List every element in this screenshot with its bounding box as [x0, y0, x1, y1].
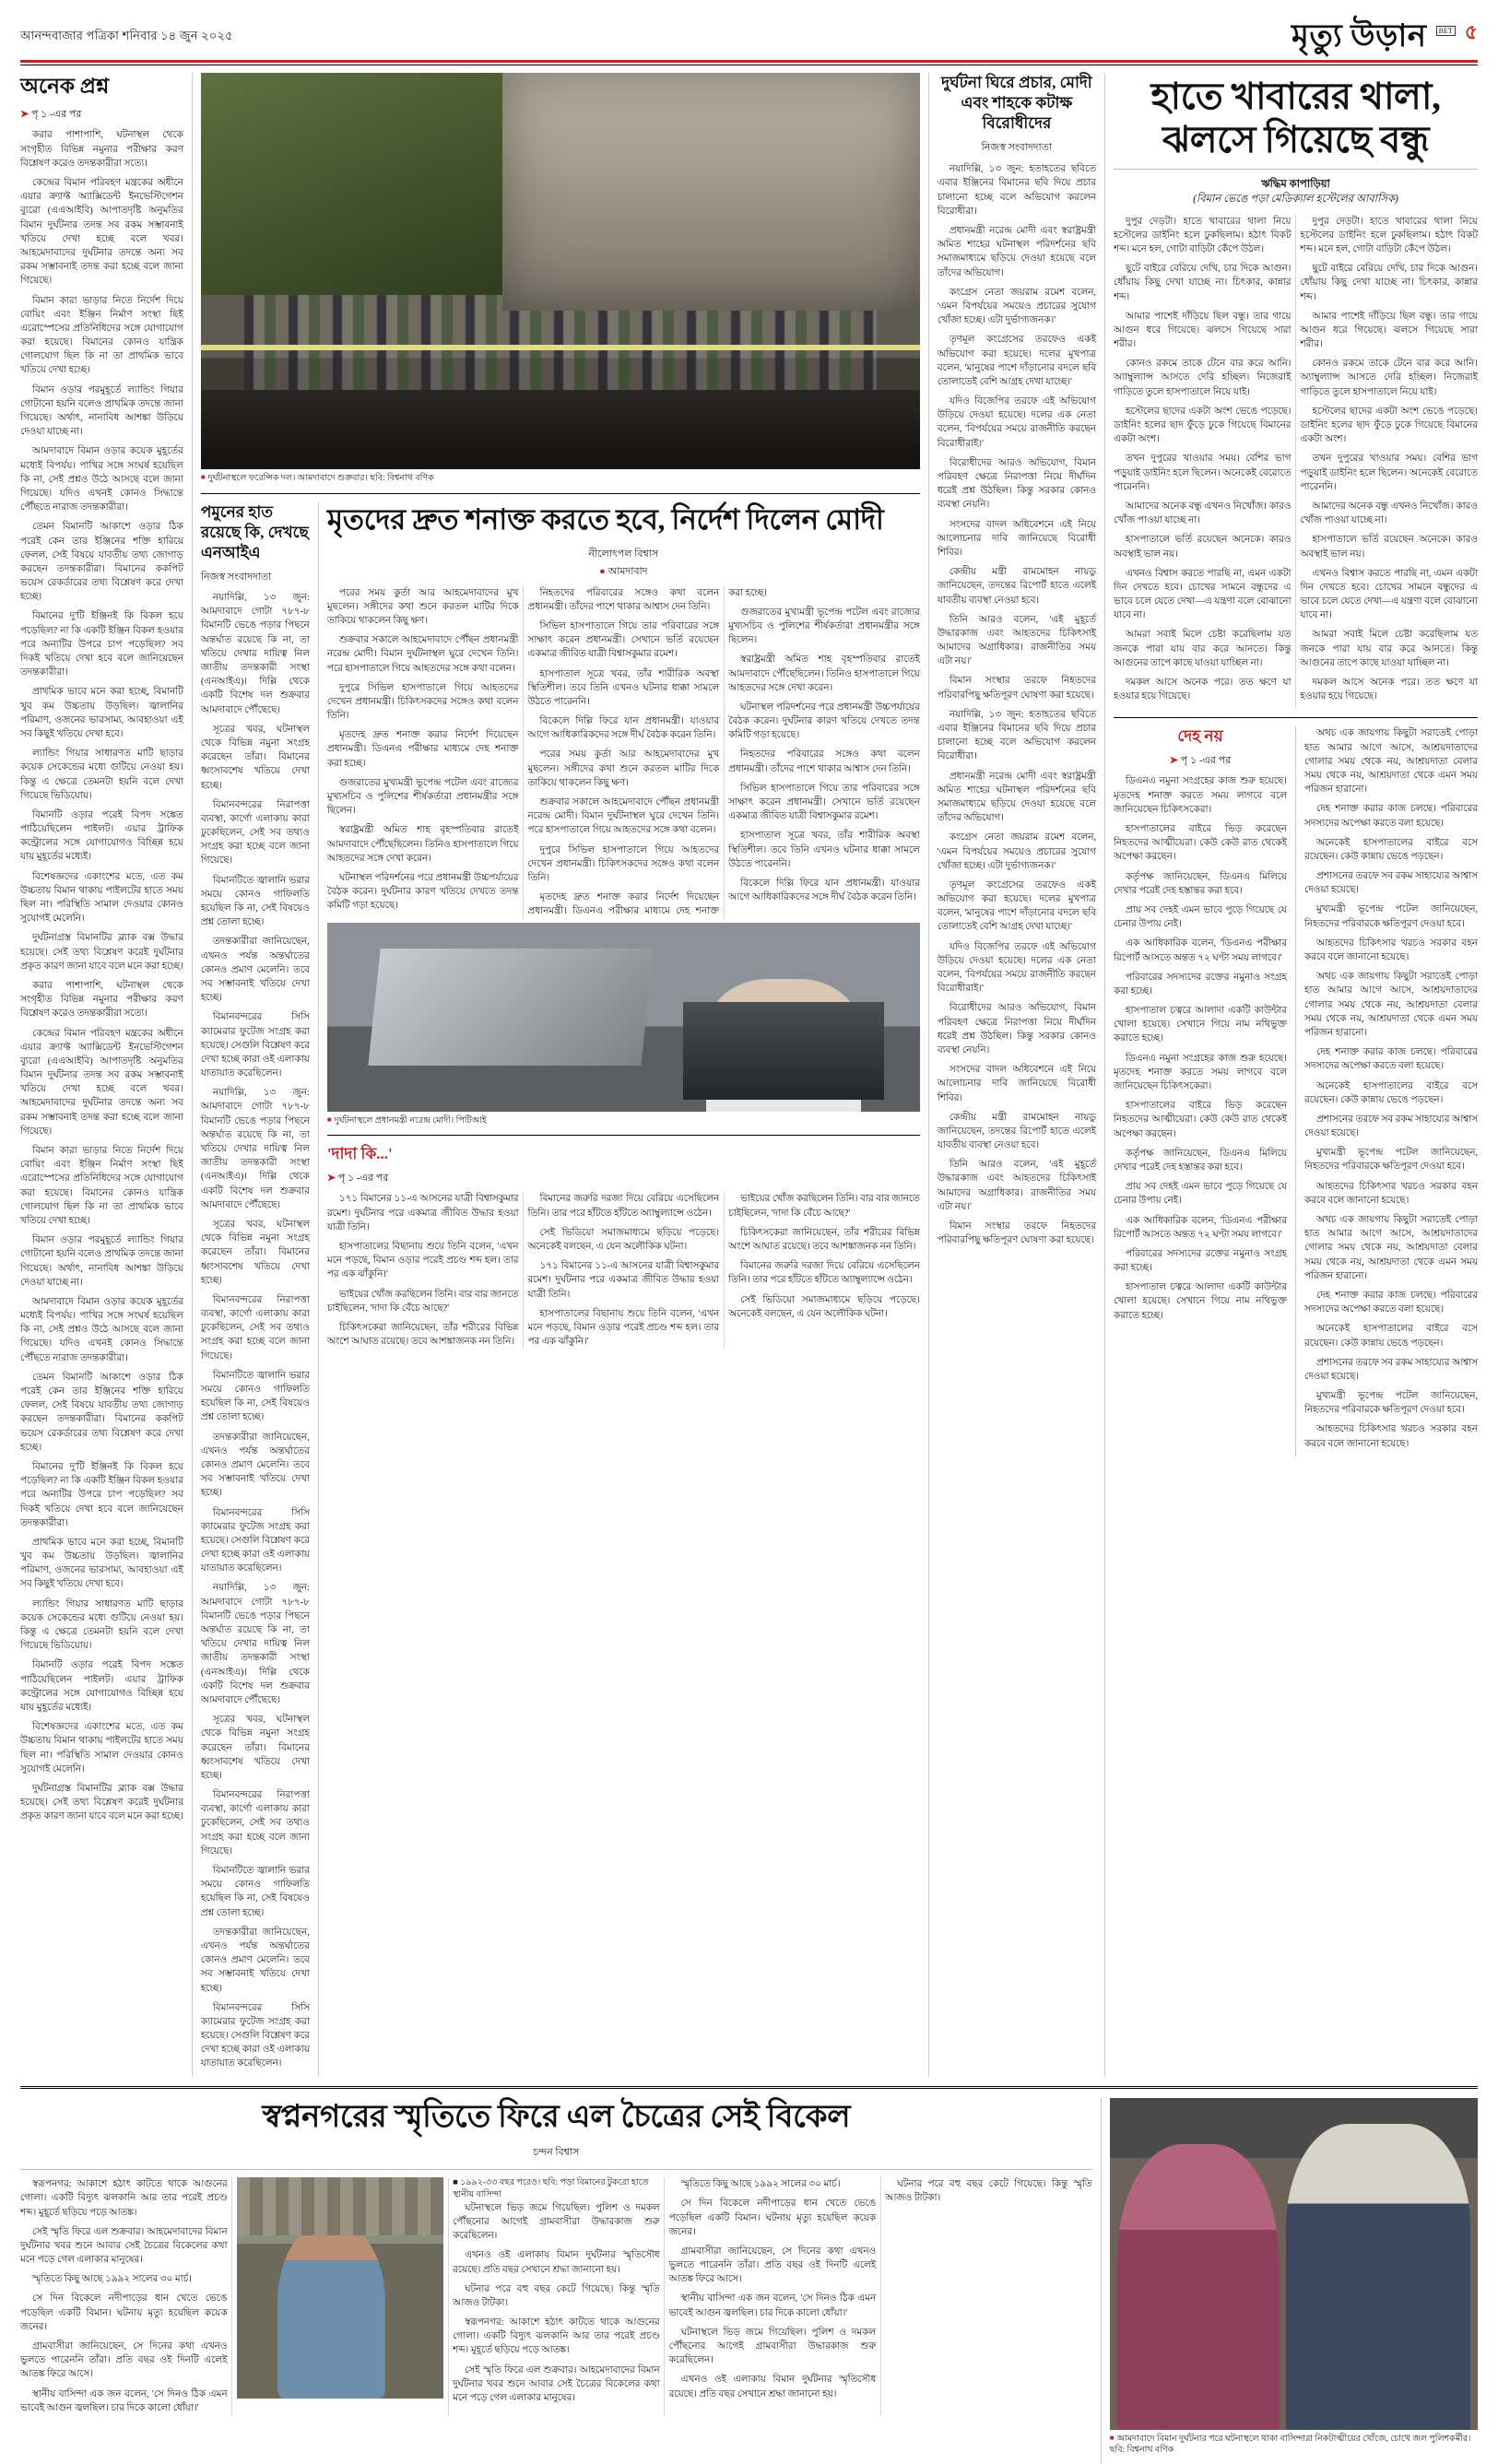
column-last [1304, 726, 1478, 1456]
paragraph: কোনও রকমে তাকে টেনে বার করে আনি। অ্যাম্বুল্যান্স আসতে দেরি হচ্ছিল। নিজেরাই গাড়িতে তুলে হাসপাতালে নিয়ে যাই। [1114, 359, 1292, 397]
paragraph: স্বরূপনগর: আকাশে হঠাৎ কাটতে থাকে আগুনের গোলা। একটি বিদ্যুৎ ঝলকানি আর তার পরেই প্রচণ্ড শব্দ। মুহূর্তে ছড়িয়ে পড়ে আতঙ্ক। [453, 2317, 660, 2356]
headline-onek-proshno: অনেক প্রশ্ন [20, 75, 110, 98]
paragraph: হাসপাতাল চত্বরে আলাদা একটি কাউন্টার খোলা হয়েছে। সেখানে গিয়ে নাম নথিভুক্ত করাতে হচ্ছে। [1114, 1006, 1287, 1044]
sworno-body [20, 2177, 1092, 2415]
paragraph: সে দিন বিকেলে নদীপাড়ের ধান খেতে ভেঙে পড়েছিল একটি বিমান। ঘটনায় মৃত্যু হয়েছিল কয়েক জনের। [20, 2293, 228, 2332]
dada-body [327, 1192, 920, 1349]
paragraph: স্থানীয় বাসিন্দা এক জন বলেন, 'সে দিনও ঠিক এমন ভাবেই আগুন জ্বলছিল। চার দিকে কালো ধোঁয়া।' [20, 2388, 228, 2413]
paragraph: অনেকেই হাসপাতালের বাইরে বসে রয়েছেন। কেউ কান্নায় ভেঙে পড়ছেন। [1304, 1080, 1478, 1105]
paragraph: পরের সময় কুর্তা আর আহমেদাবাদের মুখ মুছলেন। সঙ্গীদের কথা শুনে করতল মাটির দিকে তাকিয়ে থাকলেন কিছু ক্ষণ। [527, 749, 720, 788]
paragraph: স্বরাষ্ট্রমন্ত্রী অমিত শাহ বৃহস্পতিবার রাতেই আমদাবাদে পৌঁছেছিলেন। তিনিও হাসপাতালে গিয়ে আহতদের সঙ্গে দেখা করেন। [326, 825, 519, 864]
witness-name: ঋদ্ধিম কাপাড়িয়া [1261, 179, 1330, 191]
photo-tape-layer [201, 345, 920, 350]
paragraph: কেন্দ্রের বিমান পরিবহণ মন্ত্রকের অধীনে এয়ার ক্র্যাফ্ট অ্যাক্সিডেন্ট ইনভেস্টিগেশন ব্যুরো (এএআইবি) আপাতদৃষ্টি অনুমতির বিমান দুর্ঘটনার তদন্ত সব রকম সম্ভাবনাই খতিয়ে দেখা হচ্ছে বলে খবর। আহমেদাবাদের দুর্ঘটনার তদন্তে অন্য সব রকম সম্ভাবনাই তদন্ত করা হচ্ছে বলে জানা গিয়েছে। [20, 178, 183, 287]
paragraph: সেই স্মৃতি ফিরে এল শুক্রবার। আহমেদাবাদের বিমান দুর্ঘটনার খবর শুনে আবার সেই চৈত্রের বিকেলের কথা মনে পড়ে গেল এলাকার মানুষের। [453, 2364, 660, 2404]
paragraph: যদিও বিজেপির তরফে এই অভিযোগ উড়িয়ে দেওয়া হয়েছে। দলের এক নেতা বলেন, 'বিপর্যয়ের সময়ে রাজনীতি করছেন বিরোধীরাই।' [937, 396, 1096, 449]
caption-village-witness: ■ ১৯৯২-৩৩ বছর পরেও। ছবি: পড়া বিমানের টুকরো হাতে স্থানীয় বাসিন্দা [453, 2178, 649, 2199]
paragraph: করার পাশাপাশি, ঘটনাস্থল থেকে সংগৃহীত বিভিন্ন নমুনার পরীক্ষার করণ বিশ্লেষণ করেও তদন্তকারীরা সত্যে। [20, 130, 183, 169]
paragraph: বিরোধীদের আরও অভিযোগ, বিমান পরিবহণ ক্ষেত্রে নিরাপত্তা নিয়ে দীর্ঘদিন ধরেই প্রশ্ন উঠছিল। কিন্তু সরকার কোনও ব্যবস্থা নেয়নি। [937, 457, 1096, 511]
paragraph: আমরা সবাই মিলে চেষ্টা করেছিলাম যত জনকে পারা যায় বার করে আনতে। কিন্তু আগুনের তাপে কাছে যাওয়া যাচ্ছিল না। [1114, 630, 1292, 668]
paragraph: বিমানটিতে জ্বালানি ভরার সময়ে কোনও গাফিলতি হয়েছিল কি না, সেই বিষয়েও প্রশ্ন তোলা হচ্ছে। [200, 1866, 310, 1918]
paragraph: চিকিৎসকেরা জানিয়েছেন, তাঁর শরীরের বিভিন্ন অংশে আঘাত রয়েছে। তবে আশঙ্কাজনক নন তিনি। [728, 1227, 920, 1252]
headline-pamun: পমুনের হাত রয়েছে কি, দেখছে এনআইএ [200, 502, 309, 561]
paragraph: মৃতদেহ দ্রুত শনাক্ত করার নির্দেশ দিয়েছেন প্রধানমন্ত্রী। ডিএনএ পরীক্ষার মাধ্যমে দেহ শনাক্ত করা হচ্ছে। [527, 587, 767, 917]
paragraph: বিমানবন্দরের সিসি ক্যামেরার ফুটেজ সংগ্রহ করা হয়েছে। সেগুলি বিশ্লেষণ করে দেখা হচ্ছে কারা ওই এলাকায় যাতায়াত করেছিলেন। [200, 1507, 310, 1574]
paragraph: বিমানের দু'টি ইঞ্জিনই কি বিকল হয়ে পড়েছিল? না কি একটি ইঞ্জিন বিকল হওয়ার পরে অন্যটির উপরে চাপ পড়েছিল? সব দিকই খতিয়ে দেখা হবে বলে জানিয়েছেন তদন্তকারীরা। [20, 611, 183, 678]
paragraph: যদিও বিজেপির তরফে এই অভিযোগ উড়িয়ে দেওয়া হয়েছে। দলের এক নেতা বলেন, 'বিপর্যয়ের সময়ে রাজনীতি করছেন বিরোধীরাই।' [937, 941, 1096, 995]
paragraph: প্রশাসনের তরফে সব রকম সাহায্যের আশ্বাস দেওয়া হয়েছে। [1304, 871, 1478, 896]
paragraph: হস্টেলের ছাদের একটা অংশ ভেঙে পড়েছে। ডাইনিং হলের ছাদ ফুঁড়ে ঢুকে গিয়েছে বিমানের একটা অংশ। [1300, 406, 1478, 445]
paragraph: তেমন বিমানটি আকাশে ওড়ার ঠিক পরেই কেন তার ইঞ্জিনের শক্তি হারিয়ে ফেলল, সেই বিষয়ে যাবতীয় তথ্য জোগাড় করছেন তদন্তকারীরা। বিমানের ককপিট ভয়েস রেকর্ডারের তথ্য বিশ্লেষণ করে দেখা হচ্ছে। [20, 1372, 183, 1453]
paragraph: বিমানবন্দরের নিরাপত্তা ব্যবস্থা, কার্গো এলাকায় কারা ঢুকেছিলেন, সেই সব তথ্যও সংগ্রহ করা হচ্ছে বলে জানা গিয়েছে। [200, 1790, 310, 1857]
paragraph: বিমান ওড়ার পরমুহূর্তে ল্যান্ডিং গিয়ার গোটানো হয়নি বলেও প্রাথমিক তদন্তে জানা গিয়েছে। অর্থাৎ, নানাবিধ আশঙ্কা উড়িয়ে দেওয়া যাচ্ছে না। [20, 384, 183, 438]
paragraph: সংসদের বাদল অধিবেশনে এই নিয়ে আলোচনার দাবি জানিয়েছে বিরোধী শিবির। [937, 1065, 1096, 1103]
paragraph: স্থানীয় বাসিন্দা এক জন বলেন, 'সে দিনও ঠিক এমন ভাবেই আগুন জ্বলছিল। চার দিকে কালো ধোঁয়া।' [668, 2293, 877, 2318]
photo-debris-layer [201, 390, 920, 469]
paragraph: নয়াদিল্লি, ১৩ জুন: আমদাবাদে গোটা ৭৮৭-৮ বিমানটি ভেঙে পড়ার পিছনে অন্তর্ঘাত রয়েছে কি না, তা খতিয়ে দেখার দায়িত্ব নিল জাতীয় তদন্তকারী সংস্থা (এনআইএ)। দিল্লি থেকে একটি বিশেষ দল শুক্রবার আমদাবাদে পৌঁছেছে। [200, 593, 310, 715]
column-bottom-photo [1110, 2098, 1478, 2464]
paragraph: কর্তৃপক্ষ জানিয়েছেন, ডিএনএ মিলিয়ে দেখার পরেই দেহ হস্তান্তর করা হবে। [1114, 1148, 1287, 1173]
top-grid [20, 73, 1478, 2077]
paragraph: পরিবারের সদস্যদের রক্তের নমুনাও সংগ্রহ করা হচ্ছে। [1114, 1248, 1287, 1274]
paragraph: তখন দুপুরের খাওয়ার সময়। বেশির ভাগ পড়ুয়াই ডাইনিং হলে ছিলেন। অনেকেই বেরোতে পারেননি। [1114, 454, 1292, 492]
paragraph: কেন্দ্রীয় মন্ত্রী রামমোহন নায়ডু জানিয়েছেন, তদন্তের রিপোর্ট হাতে এলেই যাবতীয় ব্যবস্থা নেওয়া হবে। [937, 567, 1096, 606]
headline-main: মৃতদের দ্রুত শনাক্ত করতে হবে, নির্দেশ দিলেন মোদী [326, 502, 884, 536]
divider [1114, 717, 1478, 718]
paragraph: নয়াদিল্লি, ১৩ জুন: আমদাবাদে গোটা ৭৮৭-৮ বিমানটি ভেঙে পড়ার পিছনে অন্তর্ঘাত রয়েছে কি না, তা খতিয়ে দেখার দায়িত্ব নিল জাতীয় তদন্তকারী সংস্থা (এনআইএ)। দিল্লি থেকে একটি বিশেষ দল শুক্রবার আমদাবাদে পৌঁছেছে। [200, 1583, 310, 1705]
r1-body [938, 162, 1096, 1247]
paragraph: চিকিৎসকেরা জানিয়েছেন, তাঁর শরীরের বিভিন্ন অংশে আঘাত রয়েছে। তবে আশঙ্কাজনক নন তিনি। [326, 1322, 519, 1348]
column-deha-noy [1114, 726, 1287, 1456]
paragraph: প্রধানমন্ত্রী নরেন্দ্র মোদী এবং স্বরাষ্ট্রমন্ত্রী অমিত শাহের ঘটনাস্থল পরিদর্শনের ছবি সমাজমাধ্যমে ছড়িয়ে দেওয়া হয়েছে বলে তাঁদের অভিযোগ। [937, 226, 1096, 278]
r2-body [1114, 215, 1478, 710]
photo-village-witness [237, 2177, 444, 2399]
paragraph: এখনও বিশ্বাস করতে পারছি না, এমন একটা দিন দেখতে হবে। চোখের সামনে বন্ধুদের এ ভাবে চলে যেতে দেখা—এ যন্ত্রণা বলে বোঝানো যাবে না। [1300, 568, 1478, 621]
paragraph: ল্যান্ডিং গিয়ার সাধারণত মাটি ছাড়ার কয়েক সেকেন্ডের মধ্যে গুটিয়ে নেওয়া হয়। কিন্তু এ ক্ষেত্রে তেমনটা হয়নি বলে দেখা গিয়েছে ভিডিয়োয়। [20, 749, 183, 801]
main-body [327, 586, 920, 919]
paragraph: ভাইয়ের খোঁজ করছিলেন তিনি। বার বার জানতে চাইছিলেন, 'দাদা কি বেঁচে আছে?' [326, 1289, 519, 1314]
paragraph: সূত্রের খবর, ঘটনাস্থল থেকে বিভিন্ন নমুনা সংগ্রহ করেছেন তাঁরা। বিমানের ধ্বংসাবশেষ খতিয়ে দেখা হচ্ছে। [200, 724, 310, 791]
paragraph: এখনও বিশ্বাস করতে পারছি না, এমন একটা দিন দেখতে হবে। চোখের সামনে বন্ধুদের এ ভাবে চলে যেতে দেখা—এ যন্ত্রণা বলে বোঝানো যাবে না। [1114, 568, 1292, 621]
center-sub-grid [201, 502, 920, 2077]
paragraph: দেহ শনাক্ত করার কাজ চলছে। পরিবারের সদস্যদের অপেক্ষা করতে বলা হয়েছে। [1304, 1290, 1478, 1315]
paragraph: বিমানবন্দরের সিসি ক্যামেরার ফুটেজ সংগ্রহ করা হয়েছে। সেগুলি বিশ্লেষণ করে দেখা হচ্ছে কারা ওই এলাকায় যাতায়াত করেছিলেন। [200, 2002, 310, 2069]
paragraph: ঘটনাস্থল পরিদর্শনের পরে প্রধানমন্ত্রী উচ্চপর্যায়ের বৈঠক করেন। দুর্ঘটনার কারণ খতিয়ে দেখতে তদন্ত কমিটি গড়া হয়েছে। [326, 872, 519, 912]
column-right-witness [1114, 73, 1478, 2077]
paragraph: তিনি আরও বলেন, 'এই মুহূর্তে উদ্ধারকাজ এবং আহতদের চিকিৎসাই আমাদের অগ্রাধিকার। রাজনীতির সময় এটা নয়।' [937, 1160, 1096, 1212]
paragraph: হস্টেলের ছাদের একটা অংশ ভেঙে পড়েছে। ডাইনিং হলের ছাদ ফুঁড়ে ঢুকে গিয়েছে বিমানের একটা অংশ। [1114, 406, 1292, 445]
paragraph: হাসপাতালের বাইরে ভিড় করেছেন নিহতদের আত্মীয়েরা। কেউ কেউ রাত থেকেই অপেক্ষা করছেন। [1114, 824, 1287, 863]
paragraph: বিমানের দু'টি ইঞ্জিনই কি বিকল হয়ে পড়েছিল? না কি একটি ইঞ্জিন বিকল হওয়ার পরে অন্যটির উপরে চাপ পড়েছিল? সব দিকই খতিয়ে দেখা হবে বলে জানিয়েছেন তদন্তকারীরা। [20, 1461, 183, 1528]
paragraph: বিমান সংস্থার তরফে নিহতদের পরিবারপিছু ক্ষতিপূরণ ঘোষণা করা হয়েছে। [937, 676, 1096, 701]
paragraph: ছুটে বাইরে বেরিয়ে দেখি, চার দিকে আগুন। ধোঁয়ায় কিছু দেখা যাচ্ছে না। চিৎকার, কান্নার শব্দ। [1300, 264, 1478, 302]
paragraph: মৃতদেহ দ্রুত শনাক্ত করার নির্দেশ দিয়েছেন প্রধানমন্ত্রী। ডিএনএ পরীক্ষার মাধ্যমে দেহ শনাক্ত করা হচ্ছে। [326, 730, 519, 769]
paragraph: কোনও রকমে তাকে টেনে বার করে আনি। অ্যাম্বুল্যান্স আসতে দেরি হচ্ছিল। নিজেরাই গাড়িতে তুলে হাসপাতালে নিয়ে যাই। [1300, 359, 1478, 397]
jumpline-dada: ➤ পৃ ১ -এর পর [326, 1173, 389, 1185]
divider [20, 2169, 1092, 2170]
masthead-sup: BET [1436, 26, 1456, 36]
paragraph: হাসপাতালে ভর্তি রয়েছেন অনেকে। কারও অবস্থাই ভাল নয়। [1300, 535, 1478, 560]
headline-deha-noy: দেহ নয় [1177, 727, 1223, 746]
paragraph: তিনি আরও বলেন, 'এই মুহূর্তে উদ্ধারকাজ এবং আহতদের চিকিৎসাই আমাদের অগ্রাধিকার। রাজনীতির সময় এটা নয়।' [937, 614, 1096, 667]
paragraph: আমার পাশেই দাঁড়িয়ে ছিল বন্ধু। তার গায়ে আগুন ধরে গিয়েছে। ঝলসে গিয়েছে সারা শরীর। [1114, 311, 1292, 350]
divider [192, 73, 193, 2077]
witness-byline [1114, 177, 1478, 206]
paragraph: হাসপাতালের বিছানায় শুয়ে তিনি বলেন, 'এখন মনে পড়ছে, বিমান ওড়ার পরেই প্রচণ্ড শব্দ হল। তার পর এক ঝাঁকুনি।' [527, 1308, 720, 1348]
col1b-body [201, 591, 310, 2071]
divider [1295, 726, 1296, 1456]
byline-main-name: নীলোৎপল বিশ্বাস [588, 548, 659, 560]
paragraph: আমাদের অনেক বন্ধু এখনও নিখোঁজ। কারও খোঁজ পাওয়া যাচ্ছে না। [1114, 501, 1292, 526]
paragraph: সেই স্মৃতি ফিরে এল শুক্রবার। আহমেদাবাদের বিমান দুর্ঘটনার খবর শুনে আবার সেই চৈত্রের বিকেলের কথা মনে পড়ে গেল এলাকার মানুষের। [20, 2226, 228, 2266]
paragraph: ছুটে বাইরে বেরিয়ে দেখি, চার দিকে আগুন। ধোঁয়ায় কিছু দেখা যাচ্ছে না। চিৎকার, কান্নার শব্দ। [1114, 264, 1292, 302]
paragraph: কংগ্রেস নেতা জয়রাম রমেশ বলেন, 'এমন বিপর্যয়ের সময়েও প্রচারের সুযোগ খোঁজা হচ্ছে। এটা দুর্ভাগ্যজনক।' [937, 832, 1096, 871]
divider [201, 493, 920, 494]
paragraph: তদন্তকারীরা জানিয়েছেন, এখনও পর্যন্ত অন্তর্ঘাতের কোনও প্রমাণ মেলেনি। তবে সব সম্ভাবনাই খতিয়ে দেখা হচ্ছে। [200, 1927, 310, 1994]
paragraph: তৃণমূল কংগ্রেসের তরফেও একই অভিযোগ করা হয়েছে। দলের মুখপাত্র বলেন, 'মানুষের পাশে দাঁড়ানোর বদলে ছবি তোলাতেই বেশি আগ্রহ দেখা যাচ্ছে।' [937, 879, 1096, 933]
byline-main-place: আমদাবাদ [607, 565, 648, 577]
photo-crowd-grief [1110, 2098, 1478, 2430]
paragraph: নয়াদিল্লি, ১৩ জুন: হতাহতের ছবিতে এবার ইঞ্জিনের বিমানের ছবি দিয়ে প্রচার চালানো হচ্ছে বলে অভিযোগ করলেন বিরোধীরা। [937, 709, 1096, 762]
paragraph: এখনও ওই এলাকায় বিমান দুর্ঘটনার স্মৃতিসৌধ রয়েছে। প্রতি বছর সেখানে শ্রদ্ধা জানানো হয়। [453, 2250, 660, 2275]
paragraph: বিমানটিতে জ্বালানি ভরার সময়ে কোনও গাফিলতি হয়েছিল কি না, সেই বিষয়েও প্রশ্ন তোলা হচ্ছে। [200, 875, 310, 928]
paragraph: সে দিন বিকেলে নদীপাড়ের ধান খেতে ভেঙে পড়েছিল একটি বিমান। ঘটনায় মৃত্যু হয়েছিল কয়েক জনের। [668, 2199, 877, 2237]
witness-role: (বিমান ভেঙে পড়া মেডিক্যাল হস্টেলের আবাসিক) [1193, 194, 1398, 206]
paragraph: প্রায় সব দেহই এমন ভাবে পুড়ে গিয়েছে যে চেনার উপায় নেই। [1114, 1182, 1287, 1207]
paragraph: গুজরাতের মুখ্যমন্ত্রী ভূপেন্দ্র পটেল এবং রাজ্যের মুখ্যসচিব ও পুলিশের শীর্ষকর্তারা প্রধানমন্ত্রীর সঙ্গে ছিলেন। [728, 607, 920, 646]
paragraph: ঘটনাস্থলে ভিড় জমে গিয়েছিল। পুলিশ ও দমকল পৌঁছনোর আগেই গ্রামবাসীরা উদ্ধারকাজ শুরু করেছিলেন। [668, 2327, 877, 2366]
right-lower-grid [1114, 726, 1478, 1456]
paragraph: ঘটনাস্থল পরিদর্শনের পরে প্রধানমন্ত্রী উচ্চপর্যায়ের বৈঠক করেন। দুর্ঘটনার কারণ খতিয়ে দেখতে তদন্ত কমিটি গড়া হয়েছে। [728, 701, 920, 741]
paragraph: পরের সময় কুর্তা আর আহমেদাবাদের মুখ মুছলেন। সঙ্গীদের কথা শুনে করতল মাটির দিকে তাকিয়ে থাকলেন কিছু ক্ষণ। [326, 587, 519, 626]
paragraph: কংগ্রেস নেতা জয়রাম রমেশ বলেন, 'এমন বিপর্যয়ের সময়েও প্রচারের সুযোগ খোঁজা হচ্ছে। এটা দুর্ভাগ্যজনক।' [937, 287, 1096, 326]
divider-bottom [20, 2086, 1478, 2089]
paragraph: মুখ্যমন্ত্রী ভূপেন্দ্র পটেল জানিয়েছেন, নিহতদের পরিবারকে ক্ষতিপূরণ দেওয়া হবে। [1304, 1391, 1478, 1416]
divider [1101, 2098, 1102, 2464]
photo-fire-scene [201, 73, 920, 469]
paragraph: নয়াদিল্লি, ১৩ জুন: হতাহতের ছবিতে এবার ইঞ্জিনের বিমানের ছবি দিয়ে প্রচার চালানো হচ্ছে বলে অভিযোগ করলেন বিরোধীরা। [937, 164, 1096, 217]
paragraph: ১৭১ বিমানের ১১-এ আসনের যাত্রী বিশ্বাসকুমার রমেশ। দুর্ঘটনার পরে একমাত্র জীবিত উদ্ধার হওয়া যাত্রী তিনি। [527, 1261, 720, 1300]
headline-dada: 'দাদা কি...' [326, 1145, 393, 1163]
divider [928, 73, 929, 2077]
paragraph: বিকেলে দিল্লি ফিরে যান প্রধানমন্ত্রী। যাওয়ার আগে আধিকারিকদের সঙ্গে দীর্ঘ বৈঠক করেন তিনি। [527, 716, 720, 741]
paragraph: সূত্রের খবর, ঘটনাস্থল থেকে বিভিন্ন নমুনা সংগ্রহ করেছেন তাঁরা। বিমানের ধ্বংসাবশেষ খতিয়ে দেখা হচ্ছে। [200, 1219, 310, 1286]
paragraph: বিশেষজ্ঞদের একাংশের মতে, এত কম উচ্চতায় বিমান থাকায় পাইলটের হাতে সময় ছিল না। পরিস্থিতি সামাল দেওয়ার কোনও সুযোগই মেলেনি। [20, 871, 183, 925]
paragraph: বিমানটি ওড়ার পরেই বিপদ সঙ্কেত পাঠিয়েছিলেন পাইলট। এয়ার ট্রাফিক কন্ট্রোলের সঙ্গে যোগাযোগও বিচ্ছিন্ন হয়ে যায় মুহূর্তের মধ্যেই। [20, 809, 183, 863]
col1-body [20, 128, 183, 1823]
bottom-grid [20, 2098, 1478, 2464]
paragraph: প্রাথমিক ভাবে মনে করা হচ্ছে, বিমানটি খুব কম উচ্চতায় উড়ছিল। জ্বালানির পরিমাণ, ওজনের ভারসাম্য, আবহাওয়া এই সব কিছুই খতিয়ে দেখা হবে। [20, 1537, 183, 1590]
column-nia [201, 502, 310, 2077]
paragraph: কর্তৃপক্ষ জানিয়েছেন, ডিএনএ মিলিয়ে দেখার পরেই দেহ হস্তান্তর করা হবে। [1114, 871, 1287, 896]
paragraph: মুখ্যমন্ত্রী ভূপেন্দ্র পটেল জানিয়েছেন, নিহতদের পরিবারকে ক্ষতিপূরণ দেওয়া হবে। [1304, 1148, 1478, 1173]
photo-plane-wreck [327, 923, 920, 1112]
paragraph: হাসপাতালের বাইরে ভিড় করেছেন নিহতদের আত্মীয়েরা। কেউ কেউ রাত থেকেই অপেক্ষা করছেন। [1114, 1101, 1287, 1139]
paragraph: দেহ শনাক্ত করার কাজ চলছে। পরিবারের সদস্যদের অপেক্ষা করতে বলা হয়েছে। [1304, 804, 1478, 829]
jumpline-deha: ➤ পৃ ১ -এর পর [1169, 755, 1232, 767]
paragraph: তদন্তকারীরা জানিয়েছেন, এখনও পর্যন্ত অন্তর্ঘাতের কোনও প্রমাণ মেলেনি। তবে সব সম্ভাবনাই খতিয়ে দেখা হচ্ছে। [200, 1432, 310, 1499]
paragraph: আহতদের চিকিৎসার খরচও সরকার বহন করবে বলে জানানো হয়েছে। [1304, 1424, 1478, 1449]
divider [1114, 169, 1478, 170]
paragraph: ঘটনাস্থলে ভিড় জমে গিয়েছিল। পুলিশ ও দমকল পৌঁছনোর আগেই গ্রামবাসীরা উদ্ধারকাজ শুরু করেছিলেন। [453, 2202, 660, 2242]
jumpline-col1: ➤ পৃ ১ -এর পর [20, 109, 82, 121]
paragraph: ডিএনএ নমুনা সংগ্রহের কাজ শুরু হয়েছে। মৃতদেহ শনাক্ত করতে সময় লাগবে বলে জানিয়েছেন চিকিৎসকেরা। [1114, 776, 1287, 815]
headline-hate-khabarer: হাতে খাবারের থালা, ঝলসে গিয়েছে বন্ধু [1150, 76, 1441, 161]
paragraph: হাসপাতাল চত্বরে আলাদা একটি কাউন্টার খোলা হয়েছে। সেখানে গিয়ে নাম নথিভুক্ত করাতে হচ্ছে। [1114, 1282, 1287, 1321]
paragraph: কেন্দ্রীয় মন্ত্রী রামমোহন নায়ডু জানিয়েছেন, তদন্তের রিপোর্ট হাতে এলেই যাবতীয় ব্যবস্থা নেওয়া হবে। [937, 1112, 1096, 1151]
paragraph: সেই ভিডিয়ো সমাজমাধ্যমে ছড়িয়ে পড়েছে। অনেকেই বলছেন, এ যেন অলৌকিক ঘটনা। [728, 1294, 920, 1319]
paragraph: হাসপাতালের বিছানায় শুয়ে তিনি বলেন, 'এখন মনে পড়ছে, বিমান ওড়ার পরেই প্রচণ্ড শব্দ হল। তার পর এক ঝাঁকুনি।' [326, 1241, 519, 1280]
paragraph: অথচ এক জায়গায় কিছুটা সরাতেই পোড়া হাত আমার আগে আসে, আশ্রয়দাতাদের গোলার সময় থেকে নয়, আশ্রয়দাতা বেলার সময় থেকে নয়, আশ্রয়দাতা থেকে এমন সময় পরিজন হারানো। [1304, 728, 1478, 796]
paragraph: তৃণমূল কংগ্রেসের তরফেও একই অভিযোগ করা হয়েছে। দলের মুখপাত্র বলেন, 'মানুষের পাশে দাঁড়ানোর বদলে ছবি তোলাতেই বেশি আগ্রহ দেখা যাচ্ছে।' [937, 335, 1096, 387]
paragraph: দেহ শনাক্ত করার কাজ চলছে। পরিবারের সদস্যদের অপেক্ষা করতে বলা হয়েছে। [1304, 1047, 1478, 1072]
paragraph: কেন্দ্রের বিমান পরিবহণ মন্ত্রকের অধীনে এয়ার ক্র্যাফ্ট অ্যাক্সিডেন্ট ইনভেস্টিগেশন ব্যুরো (এএআইবি) আপাতদৃষ্টি অনুমতির বিমান দুর্ঘটনার তদন্ত সব রকম সম্ভাবনাই খতিয়ে দেখা হচ্ছে বলে খবর। আহমেদাবাদের দুর্ঘটনার তদন্তে অন্য সব রকম সম্ভাবনাই তদন্ত করা হচ্ছে বলে জানা গিয়েছে। [20, 1028, 183, 1137]
divider [327, 1135, 920, 1136]
paragraph: অনেকেই হাসপাতালের বাইরে বসে রয়েছেন। কেউ কান্নায় ভেঙে পড়ছেন। [1304, 1324, 1478, 1349]
paragraph: গ্রামবাসীরা জানিয়েছেন, সে দিনের কথা এখনও ভুলতে পারেননি তাঁরা। প্রতি বছর ওই দিনটি এলেই আতঙ্ক ফিরে আসে। [20, 2341, 228, 2380]
paragraph: নিহতদের পরিবারের সঙ্গেও কথা বলেন প্রধানমন্ত্রী। তাঁদের পাশে থাকার আশ্বাস দেন তিনি। [728, 749, 920, 774]
paragraph: হাসপাতালে ভর্তি রয়েছেন অনেকে। কারও অবস্থাই ভাল নয়। [1114, 535, 1292, 560]
paragraph: সংসদের বাদল অধিবেশনে এই নিয়ে আলোচনার দাবি জানিয়েছে বিরোধী শিবির। [937, 519, 1096, 558]
column-left [20, 73, 183, 2077]
paragraph: বিমানবন্দরের সিসি ক্যামেরার ফুটেজ সংগ্রহ করা হয়েছে। সেগুলি বিশ্লেষণ করে দেখা হচ্ছে কারা ওই এলাকায় যাতায়াত করেছিলেন। [200, 1012, 310, 1079]
paragraph: করার পাশাপাশি, ঘটনাস্থল থেকে সংগৃহীত বিভিন্ন নমুনার পরীক্ষার করণ বিশ্লেষণ করেও তদন্তকারীরা সত্যে। [20, 980, 183, 1020]
photo-modi-figure [706, 979, 860, 1112]
paragraph: প্রশাসনের তরফে সব রকম সাহায্যের আশ্বাস দেওয়া হয়েছে। [1304, 1114, 1478, 1139]
masthead-rule-red [20, 60, 1478, 63]
paragraph: আমদাবাদে বিমান ওড়ার কয়েক মুহূর্তের মধ্যেই বিপর্যয়। পাখির সঙ্গে সংঘর্ষ হয়েছিল কি না, সেই প্রশ্নও উঠে আসছে বলে জানা গিয়েছে। যদিও এখনই কোনও সিদ্ধান্তে পৌঁছতে নারাজ তদন্তকারীরা। [20, 446, 183, 513]
paragraph: নিহতদের পরিবারের সঙ্গেও কথা বলেন প্রধানমন্ত্রী। তাঁদের পাশে থাকার আশ্বাস দেন তিনি। [527, 587, 720, 612]
paragraph: প্রধানমন্ত্রী নরেন্দ্র মোদী এবং স্বরাষ্ট্রমন্ত্রী অমিত শাহের ঘটনাস্থল পরিদর্শনের ছবি সমাজমাধ্যমে ছড়িয়ে দেওয়া হয়েছে বলে তাঁদের অভিযোগ। [937, 771, 1096, 824]
paragraph: ডিএনএ নমুনা সংগ্রহের কাজ শুরু হয়েছে। মৃতদেহ শনাক্ত করতে সময় লাগবে বলে জানিয়েছেন চিকিৎসকেরা। [1114, 1053, 1287, 1092]
paragraph: নয়াদিল্লি, ১৩ জুন: আমদাবাদে গোটা ৭৮৭-৮ বিমানটি ভেঙে পড়ার পিছনে অন্তর্ঘাত রয়েছে কি না, তা খতিয়ে দেখার দায়িত্ব নিল জাতীয় তদন্তকারী সংস্থা (এনআইএ)। দিল্লি থেকে একটি বিশেষ দল শুক্রবার আমদাবাদে পৌঁছেছে। [200, 1088, 310, 1210]
divider [318, 502, 319, 2077]
paragraph: দুপুরে সিভিল হাসপাতালে গিয়ে আহতদের দেখেন প্রধানমন্ত্রী। চিকিৎসকদের সঙ্গেও কথা বলেন তিনি। [527, 844, 720, 883]
paragraph: হাসপাতাল সূত্রে খবর, তাঁর শারীরিক অবস্থা স্থিতিশীল। তবে তিনি এখনও ঘটনার ধাক্কা সামলে উঠতে পারেননি। [527, 668, 720, 707]
paragraph: সূত্রের খবর, ঘটনাস্থল থেকে বিভিন্ন নমুনা সংগ্রহ করেছেন তাঁরা। বিমানের ধ্বংসাবশেষ খতিয়ে দেখা হচ্ছে। [200, 1715, 310, 1781]
paragraph: আমদাবাদে বিমান ওড়ার কয়েক মুহূর্তের মধ্যেই বিপর্যয়। পাখির সঙ্গে সংঘর্ষ হয়েছিল কি না, সেই প্রশ্নও উঠে আসছে বলে জানা গিয়েছে। যদিও এখনই কোনও সিদ্ধান্তে পৌঁছতে নারাজ তদন্তকারীরা। [20, 1296, 183, 1363]
paragraph: আমাদের অনেক বন্ধু এখনও নিখোঁজ। কারও খোঁজ পাওয়া যাচ্ছে না। [1300, 501, 1478, 526]
masthead-date: আনন্দবাজার পত্রিকা শনিবার ১৪ জুন ২০২৫ [20, 29, 233, 42]
column-sworno [20, 2098, 1092, 2464]
deha-body [1114, 774, 1287, 1322]
paragraph: এক আধিকারিক বলেন, 'ডিএনএ পরীক্ষার রিপোর্ট আসতে অন্তত ৭২ ঘণ্টা সময় লাগবে।' [1114, 1215, 1287, 1240]
byline-nia: নিজস্ব সংবাদদাতা [200, 572, 272, 584]
paragraph: শুক্রবার সকালে আহমেদাবাদে পৌঁছন প্রধানমন্ত্রী নরেন্দ্র মোদী। বিমান দুর্ঘটনাস্থল ঘুরে দেখেন তিনি। পরে হাসপাতালে গিয়ে আহতদের সঙ্গে কথা বলেন। [527, 797, 720, 836]
last-body [1304, 726, 1478, 1450]
paragraph: বিমান কারা ভাড়ার নিতে নির্দেশ দিয়ে বোয়িং এবং ইঞ্জিন নির্মাণ সংস্থা ছিই এরোস্পেসের প্রতিনিধিদের সঙ্গে যোগাযোগ করা হয়েছে। বিমানের কোনও যান্ত্রিক গোলযোগ ছিল কি না তা প্রাথমিক ভাবে খতিয়ে দেখা হচ্ছে। [20, 1146, 183, 1226]
paragraph: বিমানের জরুরি দরজা দিয়ে বেরিয়ে এসেছিলেন তিনি। তার পরে হাঁটতে হাঁটতে অ্যাম্বুল্যান্সে ওঠেন। [527, 1194, 720, 1219]
caption-plane-wreck: ■ দুর্ঘটনাস্থলে প্রধানমন্ত্রী নরেন্দ্র মোদী। পিটিআই [326, 1114, 487, 1126]
paragraph: অনেকেই হাসপাতালের বাইরে বসে রয়েছেন। কেউ কান্নায় ভেঙে পড়ছেন। [1304, 837, 1478, 862]
paragraph: সেই ভিডিয়ো সমাজমাধ্যমে ছড়িয়ে পড়েছে। অনেকেই বলছেন, এ যেন অলৌকিক ঘটনা। [527, 1227, 720, 1252]
paragraph: গ্রামবাসীরা জানিয়েছেন, সে দিনের কথা এখনও ভুলতে পারেননি তাঁরা। প্রতি বছর ওই দিনটি এলেই আতঙ্ক ফিরে আসে। [668, 2246, 877, 2285]
paragraph: প্রাথমিক ভাবে মনে করা হচ্ছে, বিমানটি খুব কম উচ্চতায় উড়ছিল। জ্বালানির পরিমাণ, ওজনের ভারসাম্য, আবহাওয়া এই সব কিছুই খতিয়ে দেখা হবে। [20, 687, 183, 739]
masthead-title: মৃত্যু উড়ান [1291, 19, 1427, 53]
paragraph: দমকল আসে অনেক পরে। তত ক্ষণে যা হওয়ার হয়ে গিয়েছে। [1300, 678, 1478, 702]
paragraph: বিমানের জরুরি দরজা দিয়ে বেরিয়ে এসেছিলেন তিনি। তার পরে হাঁটতে হাঁটতে অ্যাম্বুল্যান্সে ওঠেন। [728, 1261, 920, 1286]
paragraph: অথচ এক জায়গায় কিছুটা সরাতেই পোড়া হাত আমার আগে আসে, আশ্রয়দাতাদের গোলার সময় থেকে নয়, আশ্রয়দাতা বেলার সময় থেকে নয়, আশ্রয়দাতা থেকে এমন সময় পরিজন হারানো। [1304, 972, 1478, 1038]
paragraph: দুর্ঘটনাগ্রস্ত বিমানটির ব্ল্যাক বক্স উদ্ধার হয়েছে। সেই তথ্য বিশ্লেষণ করেই দুর্ঘটনার প্রকৃত কারণ জানা যাবে বলে মনে করা হচ্ছে। [20, 1783, 183, 1822]
caption-crowd-grief: ■ আমদাবাদে বিমান দুর্ঘটনার পরে ঘটনাস্থলে থাকা বাসিন্দারা নিকটাত্মীয়ের খোঁজে, চোখে জল পুলিশকর্মীর। ছবি: বিশ্বনাথ বণিক [1109, 2434, 1471, 2456]
jumpline-col1-text: পৃ ১ -এর পর [30, 109, 82, 121]
paragraph: ঘটনার পরে বহু বছর কেটে গিয়েছে। কিন্তু স্মৃতি আজও টাটকা। [453, 2283, 660, 2308]
paragraph: বিশেষজ্ঞদের একাংশের মতে, এত কম উচ্চতায় বিমান থাকায় পাইলটের হাতে সময় ছিল না। পরিস্থিতি সামাল দেওয়ার কোনও সুযোগই মেলেনি। [20, 1722, 183, 1774]
paragraph: অথচ এক জায়গায় কিছুটা সরাতেই পোড়া হাত আমার আগে আসে, আশ্রয়দাতাদের গোলার সময় থেকে নয়, আশ্রয়দাতা বেলার সময় থেকে নয়, আশ্রয়দাতা থেকে এমন সময় পরিজন হারানো। [1304, 1215, 1478, 1281]
paragraph: পরিবারের সদস্যদের রক্তের নমুনাও সংগ্রহ করা হচ্ছে। [1114, 972, 1287, 996]
paragraph: এক আধিকারিক বলেন, 'ডিএনএ পরীক্ষার রিপোর্ট আসতে অন্তত ৭২ ঘণ্টা সময় লাগবে।' [1114, 938, 1287, 963]
paragraph: বিরোধীদের আরও অভিযোগ, বিমান পরিবহণ ক্ষেত্রে নিরাপত্তা নিয়ে দীর্ঘদিন ধরেই প্রশ্ন উঠছিল। কিন্তু সরকার কোনও ব্যবস্থা নেয়নি। [937, 1003, 1096, 1055]
paragraph: দুপুর দেড়টা। হাতে খাবারের থালা নিয়ে হস্টেলের ডাইনিং হলে ঢুকছিলাম। হঠাৎ বিকট শব্দ। মনে হল, গোটা বাড়িটা কেঁপে উঠল। [1114, 216, 1292, 254]
paragraph: হাসপাতাল সূত্রে খবর, তাঁর শারীরিক অবস্থা স্থিতিশীল। তবে তিনি এখনও ঘটনার ধাক্কা সামলে উঠতে পারেননি। [728, 831, 920, 869]
column-main-story [327, 502, 920, 2077]
paragraph: দুর্ঘটনাগ্রস্ত বিমানটির ব্ল্যাক বক্স উদ্ধার হয়েছে। সেই তথ্য বিশ্লেষণ করেই দুর্ঘটনার প্রকৃত কারণ জানা যাবে বলে মনে করা হচ্ছে। [20, 933, 183, 972]
paragraph: স্বরূপনগর: আকাশে হঠাৎ কাটতে থাকে আগুনের গোলা। একটি বিদ্যুৎ ঝলকানি আর তার পরেই প্রচণ্ড শব্দ। মুহূর্তে ছড়িয়ে পড়ে আতঙ্ক। [20, 2179, 228, 2218]
paragraph: বিমান ওড়ার পরমুহূর্তে ল্যান্ডিং গিয়ার গোটানো হয়নি বলেও প্রাথমিক তদন্তে জানা গিয়েছে। অর্থাৎ, নানাবিধ আশঙ্কা উড়িয়ে দেওয়া যাচ্ছে না। [20, 1235, 183, 1288]
headline-durghotona-ghire: দুর্ঘটনা ঘিরে প্রচার, মোদী এবং শাহকে কটাক্ষ বিরোধীদের [941, 74, 1092, 133]
paragraph: বিমান কারা ভাড়ার নিতে নির্দেশ দিয়ে বোয়িং এবং ইঞ্জিন নির্মাণ সংস্থা ছিই এরোস্পেসের প্রতিনিধিদের সঙ্গে যোগাযোগ করা হয়েছে। বিমানের কোনও যান্ত্রিক গোলযোগ ছিল কি না তা প্রাথমিক ভাবে খতিয়ে দেখা হচ্ছে। [20, 295, 183, 376]
paragraph: বিমানবন্দরের নিরাপত্তা ব্যবস্থা, কার্গো এলাকায় কারা ঢুকেছিলেন, সেই সব তথ্যও সংগ্রহ করা হচ্ছে বলে জানা গিয়েছে। [200, 799, 310, 867]
paragraph: আহতদের চিকিৎসার খরচও সরকার বহন করবে বলে জানানো হয়েছে। [1304, 937, 1478, 962]
byline-sworno: চন্দন বিশ্বাস [533, 2147, 580, 2159]
paragraph: গুজরাতের মুখ্যমন্ত্রী ভূপেন্দ্র পটেল এবং রাজ্যের মুখ্যসচিব ও পুলিশের শীর্ষকর্তারা প্রধানমন্ত্রীর সঙ্গে ছিলেন। [326, 777, 519, 817]
paragraph: বিমানবন্দরের নিরাপত্তা ব্যবস্থা, কার্গো এলাকায় কারা ঢুকেছিলেন, সেই সব তথ্যও সংগ্রহ করা হচ্ছে বলে জানা গিয়েছে। [200, 1294, 310, 1362]
paragraph: মুখ্যমন্ত্রী ভূপেন্দ্র পটেল জানিয়েছেন, নিহতদের পরিবারকে ক্ষতিপূরণ দেওয়া হবে। [1304, 904, 1478, 929]
paragraph: স্মৃতিতে কিছু আছে ১৯৯২ সালের ৩০ মার্চ। [32, 2274, 192, 2285]
paragraph: তেমন বিমানটি আকাশে ওড়ার ঠিক পরেই কেন তার ইঞ্জিনের শক্তি হারিয়ে ফেলল, সেই বিষয়ে যাবতীয় তথ্য জোগাড় করছেন তদন্তকারীরা। বিমানের ককপিট ভয়েস রেকর্ডারের তথ্য বিশ্লেষণ করে দেখা হচ্ছে। [20, 522, 183, 603]
column-right-opposition [938, 73, 1096, 2077]
paragraph: দুপুরে সিভিল হাসপাতালে গিয়ে আহতদের দেখেন প্রধানমন্ত্রী। চিকিৎসকদের সঙ্গেও কথা বলেন তিনি। [326, 682, 519, 722]
paragraph: স্বরাষ্ট্রমন্ত্রী অমিত শাহ বৃহস্পতিবার রাতেই আমদাবাদে পৌঁছেছিলেন। তিনিও হাসপাতালে গিয়ে আহতদের সঙ্গে দেখা করেন। [728, 654, 920, 693]
paragraph: প্রায় সব দেহই এমন ভাবে পুড়ে গিয়েছে যে চেনার উপায় নেই। [1114, 904, 1287, 930]
paragraph: ভাইয়ের খোঁজ করছিলেন তিনি। বার বার জানতে চাইছিলেন, 'দাদা কি বেঁচে আছে?' [728, 1194, 920, 1219]
paragraph: বিমানটি ওড়ার পরেই বিপদ সঙ্কেত পাঠিয়েছিলেন পাইলট। এয়ার ট্রাফিক কন্ট্রোলের সঙ্গে যোগাযোগও বিচ্ছিন্ন হয়ে যায় মুহূর্তের মধ্যেই। [20, 1660, 183, 1713]
page-number: ৫ [1464, 20, 1478, 43]
paragraph: আহতদের চিকিৎসার খরচও সরকার বহন করবে বলে জানানো হয়েছে। [1304, 1181, 1478, 1206]
paragraph: আমরা সবাই মিলে চেষ্টা করেছিলাম যত জনকে পারা যায় বার করে আনতে। কিন্তু আগুনের তাপে কাছে যাওয়া যাচ্ছিল না। [1300, 630, 1478, 668]
paragraph: ১৭১ বিমানের ১১-এ আসনের যাত্রী বিশ্বাসকুমার রমেশ। দুর্ঘটনার পরে একমাত্র জীবিত উদ্ধার হওয়া যাত্রী তিনি। [326, 1194, 519, 1232]
paragraph: প্রশাসনের তরফে সব রকম সাহায্যের আশ্বাস দেওয়া হয়েছে। [1304, 1357, 1478, 1382]
divider [1104, 73, 1105, 2077]
paragraph: আমার পাশেই দাঁড়িয়ে ছিল বন্ধু। তার গায়ে আগুন ধরে গিয়েছে। ঝলসে গিয়েছে সারা শরীর। [1300, 311, 1478, 350]
paragraph: সিভিল হাসপাতালে গিয়ে তার পরিবারের সঙ্গে সাক্ষাৎ করেন প্রধানমন্ত্রী। সেখানে ভর্তি রয়েছেন একমাত্র জীবিত যাত্রী বিশ্বাসকুমার রমেশ। [728, 783, 920, 822]
paragraph: এখনও ওই এলাকায় বিমান দুর্ঘটনার স্মৃতিসৌধ রয়েছে। প্রতি বছর সেখানে শ্রদ্ধা জানানো হয়। [668, 2375, 877, 2399]
headline-sworno: স্বপ্ননগরের স্মৃতিতে ফিরে এল চৈত্রের সেই বিকেল [262, 2099, 851, 2134]
paragraph: দমকল আসে অনেক পরে। তত ক্ষণে যা হওয়ার হয়ে গিয়েছে। [1114, 678, 1292, 702]
masthead [20, 17, 1478, 56]
paragraph: তদন্তকারীরা জানিয়েছেন, এখনও পর্যন্ত অন্তর্ঘাতের কোনও প্রমাণ মেলেনি। তবে সব সম্ভাবনাই খতিয়ে দেখা হচ্ছে। [200, 937, 310, 1004]
paragraph: তখন দুপুরের খাওয়ার সময়। বেশির ভাগ পড়ুয়াই ডাইনিং হলে ছিলেন। অনেকেই বেরোতে পারেননি। [1300, 454, 1478, 492]
paragraph: ঘটনার পরে বহু বছর কেটে গিয়েছে। কিন্তু স্মৃতি আজও টাটকা। [885, 2179, 1092, 2204]
column-center [201, 73, 920, 2077]
paragraph: দুপুর দেড়টা। হাতে খাবারের থালা নিয়ে হস্টেলের ডাইনিং হলে ঢুকছিলাম। হঠাৎ বিকট শব্দ। মনে হল, গোটা বাড়িটা কেঁপে উঠল। [1300, 216, 1478, 254]
byline-main: নীলোৎপল বিশ্বাস ● আমদাবাদ [588, 548, 659, 577]
paragraph: বিমান সংস্থার তরফে নিহতদের পরিবারপিছু ক্ষতিপূরণ ঘোষণা করা হয়েছে। [937, 1221, 1096, 1246]
byline-opposition: নিজস্ব সংবাদদাতা [981, 142, 1053, 154]
paragraph: সিভিল হাসপাতালে গিয়ে তার পরিবারের সঙ্গে সাক্ষাৎ করেন প্রধানমন্ত্রী। সেখানে ভর্তি রয়েছেন একমাত্র জীবিত যাত্রী বিশ্বাসকুমার রমেশ। [527, 620, 720, 660]
paragraph: শুক্রবার সকালে আহমেদাবাদে পৌঁছন প্রধানমন্ত্রী নরেন্দ্র মোদী। বিমান দুর্ঘটনাস্থল ঘুরে দেখেন তিনি। পরে হাসপাতালে গিয়ে আহতদের সঙ্গে কথা বলেন। [326, 635, 519, 674]
paragraph: স্মৃতিতে কিছু আছে ১৯৯২ সালের ৩০ মার্চ। [680, 2179, 841, 2190]
caption-fire-scene: ■ দুর্ঘটনাস্থলে ফরেন্সিক দল। আমদাবাদে শুক্রবার। ছবি: বিশ্বনাথ বণিক [200, 473, 434, 483]
masthead-title-group [1292, 17, 1478, 53]
paragraph: ল্যান্ডিং গিয়ার সাধারণত মাটি ছাড়ার কয়েক সেকেন্ডের মধ্যে গুটিয়ে নেওয়া হয়। কিন্তু এ ক্ষেত্রে তেমনটা হয়নি বলে দেখা গিয়েছে ভিডিয়োয়। [20, 1598, 183, 1652]
paragraph: বিমানটিতে জ্বালানি ভরার সময়ে কোনও গাফিলতি হয়েছিল কি না, সেই বিষয়েও প্রশ্ন তোলা হচ্ছে। [200, 1370, 310, 1423]
paragraph: বিকেলে দিল্লি ফিরে যান প্রধানমন্ত্রী। যাওয়ার আগে আধিকারিকদের সঙ্গে দীর্ঘ বৈঠক করেন তিনি। [728, 878, 920, 903]
